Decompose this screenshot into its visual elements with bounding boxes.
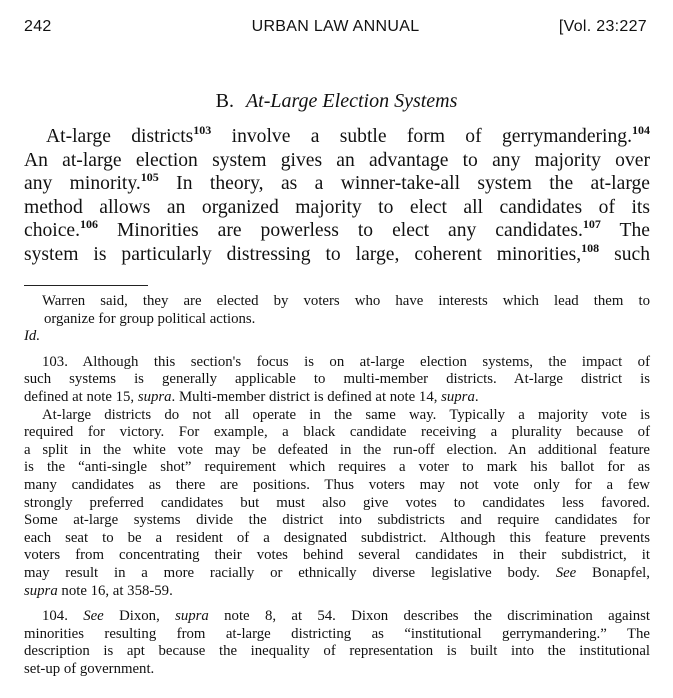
text: involve a subtle form of gerrymandering. bbox=[211, 126, 632, 147]
footnote-ref-107[interactable]: 107 bbox=[582, 217, 601, 231]
text: supra bbox=[137, 388, 172, 405]
journal-title: URBAN LAW ANNUAL bbox=[251, 18, 420, 35]
body-line: An at-large election system gives an advantage to any majority over bbox=[24, 149, 650, 171]
body-paragraph bbox=[24, 125, 650, 266]
footnote-line bbox=[24, 565, 650, 583]
text: . Multi-member district is defined at note 14, bbox=[171, 388, 442, 405]
body-line bbox=[24, 172, 650, 196]
footnote-line: required for victory. For example, a black candidate receiving a plurality because of bbox=[24, 424, 650, 441]
footnote-line: each seat to be a resident of a designated subdistrict. Although this feature prevents bbox=[24, 529, 650, 546]
footnotes bbox=[24, 293, 650, 678]
text: note 8, at 54. Dixon describes the discrimination against bbox=[208, 608, 650, 625]
footnote-line: At-large districts do not all operate in the same way. Typically a majority vote is bbox=[42, 406, 650, 423]
volume-citation: [Vol. 23:227 bbox=[558, 18, 647, 35]
footnote-line bbox=[24, 583, 650, 601]
body-line bbox=[24, 240, 650, 267]
text: See bbox=[83, 608, 104, 625]
text: The bbox=[600, 220, 650, 241]
text: supra bbox=[175, 608, 209, 625]
footnote-line: a split in the white vote may be defeated in the run-off election. An additional feature bbox=[24, 441, 650, 458]
footnote-ref-103[interactable]: 103 bbox=[193, 123, 212, 137]
footnote-line: many candidates as there are positions. Thus voters may not vote only for a few bbox=[24, 476, 650, 493]
footnote-ref-108[interactable]: 108 bbox=[581, 240, 600, 255]
text: choice. bbox=[24, 220, 81, 241]
footnote-id: Id. bbox=[24, 328, 41, 345]
footnote-line: such systems is generally applicable to multi-member districts. At-large district is bbox=[24, 371, 650, 388]
footnote-line: set-up of government. bbox=[24, 660, 155, 677]
text: supra bbox=[24, 582, 58, 599]
footnote-line: is the “anti-single shot” requirement which requires a voter to mark his ballot for as bbox=[24, 459, 650, 476]
footnote-line: organize for group political actions. bbox=[44, 310, 256, 327]
footnote-104 bbox=[24, 608, 650, 626]
text: such bbox=[599, 243, 650, 265]
footnote-line: Some at-large systems divide the district into subdistricts and require candidates for bbox=[24, 512, 650, 529]
page-number: 242 bbox=[24, 18, 52, 35]
text: any minority. bbox=[24, 173, 141, 194]
section-number: B. bbox=[215, 90, 234, 112]
footnote-ref-105[interactable]: 105 bbox=[140, 170, 159, 184]
footnote-line: voters from concentrating their votes behind several candidates in their subdistrict, it bbox=[24, 547, 650, 564]
footnote-ref-106[interactable]: 106 bbox=[80, 217, 99, 231]
text: defined at note 15, bbox=[24, 388, 138, 405]
footnote-ref-104[interactable]: 104 bbox=[631, 123, 650, 137]
spacer bbox=[24, 346, 650, 354]
footnote-line: Warren said, they are elected by voters who have interests which lead them to bbox=[42, 293, 650, 309]
spacer bbox=[24, 600, 650, 608]
body-line bbox=[24, 219, 650, 243]
footnote-103: 103. Although this section's focus is on at-large election systems, the impact of bbox=[42, 353, 650, 370]
text: system is particularly distressing to large, coherent minorities, bbox=[24, 243, 582, 265]
text: In theory, as a winner-take-all system the at-large bbox=[158, 173, 650, 194]
section-title: At-Large Election Systems bbox=[245, 90, 458, 112]
text: may result in a more racially or ethnically diverse legislative body. bbox=[24, 564, 556, 581]
footnote-line: strongly preferred candidates but must also give votes to candidates less favored. bbox=[24, 494, 650, 511]
body-line: method allows an organized majority to elect all candidates of its bbox=[24, 196, 650, 218]
text: . bbox=[474, 388, 479, 405]
text: See bbox=[555, 564, 577, 581]
text: Minorities are powerless to elect any candidates. bbox=[98, 220, 583, 241]
text: 104. bbox=[42, 608, 84, 625]
running-header bbox=[24, 18, 647, 42]
text: Bonapfel, bbox=[576, 564, 650, 581]
footnote-line bbox=[24, 389, 650, 407]
text: At-large districts bbox=[46, 126, 194, 147]
footnote-line: minorities resulting from at-large districting as “institutional gerrymandering.” The bbox=[24, 625, 650, 642]
text: Dixon, bbox=[103, 608, 176, 625]
text: supra bbox=[441, 388, 475, 405]
footnote-separator bbox=[24, 285, 148, 286]
section-heading bbox=[0, 90, 673, 113]
body-line bbox=[24, 125, 650, 149]
text: note 16, at 358-59. bbox=[57, 582, 173, 599]
footnote-line: description is apt because the inequality of representation is built into the institutional bbox=[24, 643, 650, 660]
